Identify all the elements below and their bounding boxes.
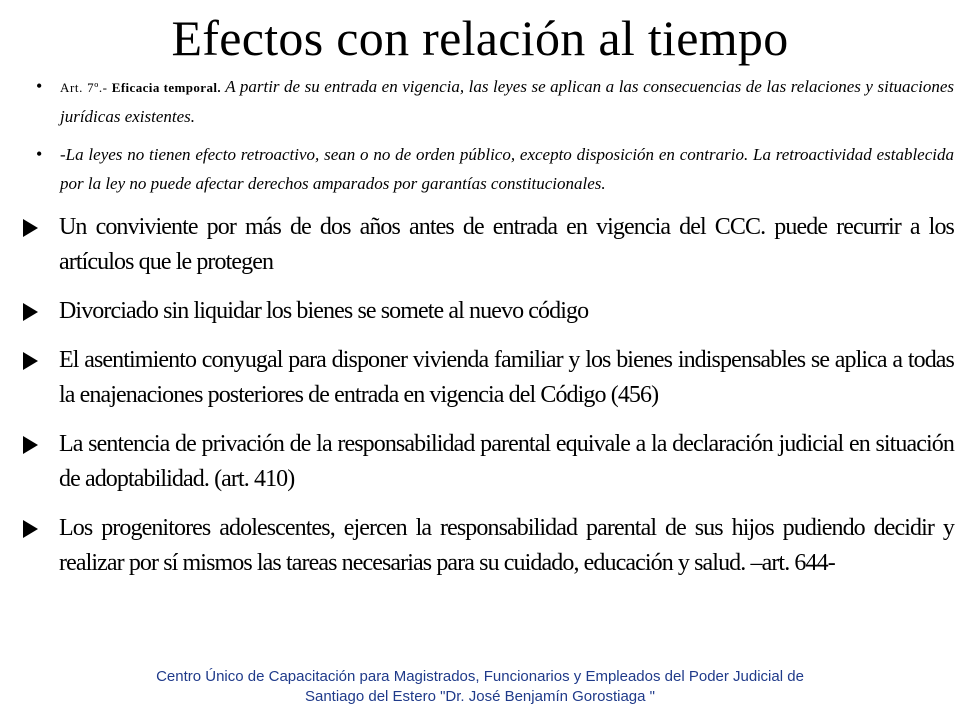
arrow-bullet-icon [23,352,38,370]
footer-line-2: Santiago del Estero "Dr. José Benjamín Gorostiaga " [304,688,655,705]
footer-line-1: Centro Único de Capacitación para Magistrados, Funcionarios y Empleados del Poder Judicial de [156,668,804,685]
arrow-bullet-icon [23,303,38,321]
bullet-text-block [48,72,954,131]
arrow-item-text: La sentencia de privación de la responsabilidad parental equivale a la declaración judicial en situación de adoptabilidad. (art. 410) [59,431,954,492]
article-label: Art. 7º.- [60,80,112,95]
arrow-item-text: Divorciado sin liquidar los bienes se somete al nuevo código [59,298,589,324]
article-text: A partir de su entrada en vigencia, las leyes se aplican a las consecuencias de las relaciones y situaciones jurídicas existentes. [60,77,954,126]
bullet-item-art7 [36,72,954,131]
arrow-bullet-icon [23,219,38,237]
bullet-dot-icon: • [36,144,43,164]
footer-caption [0,667,960,707]
arrow-bullet-icon [23,436,38,454]
article-label-bold [112,80,221,95]
arrow-item-asentimiento [36,343,954,413]
arrow-item-divorciado [36,294,954,329]
article-label-bold-text: Eficacia temporal. [111,80,222,95]
arrow-item-text: Los progenitores adolescentes, ejercen la responsabilidad parental de sus hijos pudiendo decidir y realizar por sí mismos las tareas necesarias para su cuidado, educación y salud. –art. 644- [59,515,954,576]
slide-title: Efectos con relación al tiempo [171,10,789,66]
arrow-item-text: El asentimiento conyugal para disponer vivienda familiar y los bienes indispensables se aplica a todas la enajenaciones posteriores de entrada en vigencia del Código (456) [59,347,954,408]
bullet-dot-icon: • [36,76,43,96]
arrow-item-conviviente [36,210,954,280]
arrow-item-progenitores [36,511,954,581]
slide-content [36,72,954,581]
arrow-item-sentencia [36,427,954,497]
arrow-bullet-icon [23,520,38,538]
arrow-item-text: Un conviviente por más de dos años antes de entrada en vigencia del CCC. puede recurrir a los artículos que le protegen [59,214,954,275]
bullet-item-retroactivity [36,140,954,198]
bullet-text: -La leyes no tienen efecto retroactivo, sean o no de orden público, excepto disposición en contrario. La retroactividad establecida por la ley no puede afectar derechos amparados por garantías constitucionales. [60,145,954,193]
